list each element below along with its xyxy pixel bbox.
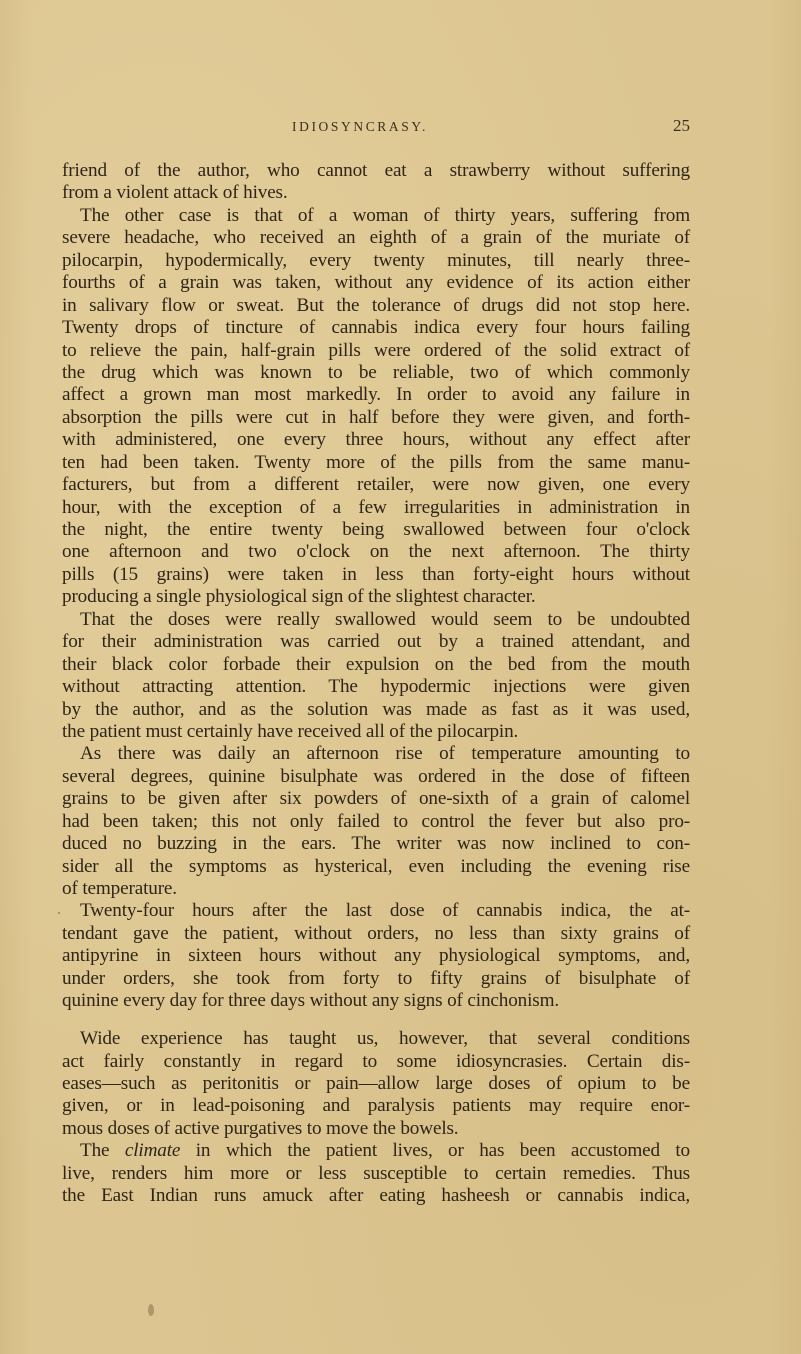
text-line: their black color forbade their expulsion on the bed from the mouth xyxy=(62,653,690,675)
text-line: Twenty-four hours after the last dose of cannabis indica, the at- xyxy=(80,900,690,922)
text-line: by the author, and as the solution was made as fast as it was used, xyxy=(62,698,690,720)
running-title: IDIOSYNCRASY. xyxy=(292,119,428,134)
paragraph xyxy=(62,609,690,744)
text-line: duced no buzzing in the ears. The writer was now inclined to con- xyxy=(62,833,690,855)
text-line: of temperature. xyxy=(62,878,177,899)
text-line: from a violent attack of hives. xyxy=(62,182,288,204)
text-line: ten had been taken. Twenty more of the pills from the same manu- xyxy=(62,451,690,473)
text-line: without attracting attention. The hypodermic injections were given xyxy=(62,676,690,698)
page-number: 25 xyxy=(673,116,690,135)
text-run: in which the patient lives, or has been accustomed to xyxy=(180,1140,690,1162)
text-line: grains to be given after six powders of one-sixth of a grain of calomel xyxy=(62,788,690,810)
text-line: tendant gave the patient, without orders, no less than sixty grains of xyxy=(62,922,690,944)
text-line: act fairly constantly in regard to some idiosyncrasies. Certain dis- xyxy=(62,1050,690,1072)
text-line: with administered, one every three hours, without any effect after xyxy=(62,429,690,451)
text-line: The other case is that of a woman of thirty years, suffering from xyxy=(80,204,690,226)
paper-speck xyxy=(58,912,60,914)
text-line: several degrees, quinine bisulphate was ordered in the dose of fifteen xyxy=(62,765,690,787)
text-line: the drug which was known to be reliable, two of which commonly xyxy=(62,361,690,383)
text-line: had been taken; this not only failed to control the fever but also pro- xyxy=(62,810,690,832)
text-line: hour, with the exception of a few irregularities in administration in xyxy=(62,496,690,518)
italic-term: climate xyxy=(124,1140,181,1162)
text-line: eases—such as peritonitis or pain—allow large doses of opium to be xyxy=(62,1073,690,1094)
text-line: to relieve the pain, half-grain pills were ordered of the solid extract of xyxy=(62,339,690,361)
text-line: in salivary flow or sweat. But the tolerance of drugs did not stop here. xyxy=(62,294,690,316)
text-line: sider all the symptoms as hysterical, even including the evening rise xyxy=(62,855,690,877)
text-line: quinine every day for three days without any signs of cinchonism. xyxy=(62,990,560,1012)
text-line: Twenty drops of tincture of cannabis indica every four hours failing xyxy=(62,317,690,339)
text-line: severe headache, who received an eighth of a grain of the muriate of xyxy=(62,227,690,249)
text-line: the patient must certainly have received all of the pilocarpin. xyxy=(62,720,519,742)
text-line: one afternoon and two o'clock on the next afternoon. The thirty xyxy=(62,541,690,563)
text-line: affect a grown man most markedly. In order to avoid any failure in xyxy=(62,384,690,406)
paragraph xyxy=(62,900,690,1012)
body-text xyxy=(62,160,690,1208)
paragraph xyxy=(62,743,690,900)
text-line: As there was daily an afternoon rise of temperature amounting to xyxy=(80,743,690,765)
text-line: given, or in lead-poisoning and paralysis patients may require enor- xyxy=(62,1095,690,1117)
paragraph xyxy=(62,160,690,205)
text-line: friend of the author, who cannot eat a strawberry without suffering xyxy=(62,160,690,181)
paragraph xyxy=(62,205,690,609)
text-line: producing a single physiological sign of the slightest character. xyxy=(62,586,536,608)
text-line: mous doses of active purgatives to move the bowels. xyxy=(62,1117,459,1139)
text-line: the night, the entire twenty being swallowed between four o'clock xyxy=(62,519,690,540)
text-line: under orders, she took from forty to fifty grains of bisulphate of xyxy=(62,967,690,989)
text-line: the East Indian runs amuck after eating hasheesh or cannabis indica, xyxy=(62,1185,690,1207)
paper-speck xyxy=(148,1304,154,1316)
paragraph xyxy=(62,1140,690,1207)
text-line: fourths of a grain was taken, without any evidence of its action either xyxy=(62,272,690,294)
paragraph xyxy=(62,1028,690,1140)
running-head xyxy=(62,117,690,137)
text-line: Wide experience has taught us, however, that several conditions xyxy=(80,1028,690,1050)
text-run: The xyxy=(80,1140,125,1162)
text-line: antipyrine in sixteen hours without any physiological symptoms, and, xyxy=(62,945,690,967)
section-gap xyxy=(62,1013,690,1029)
text-line: That the doses were really swallowed would seem to be undoubted xyxy=(80,608,690,630)
text-line xyxy=(62,1140,690,1162)
text-line: absorption the pills were cut in half before they were given, and forth- xyxy=(62,406,690,428)
text-line: pills (15 grains) were taken in less than forty-eight hours without xyxy=(62,563,690,585)
text-line: pilocarpin, hypodermically, every twenty minutes, till nearly three- xyxy=(62,249,690,271)
text-line: for their administration was carried out by a trained attendant, and xyxy=(62,631,690,653)
text-line: live, renders him more or less susceptible to certain remedies. Thus xyxy=(62,1162,690,1184)
text-line: facturers, but from a different retailer, were now given, one every xyxy=(62,474,690,496)
